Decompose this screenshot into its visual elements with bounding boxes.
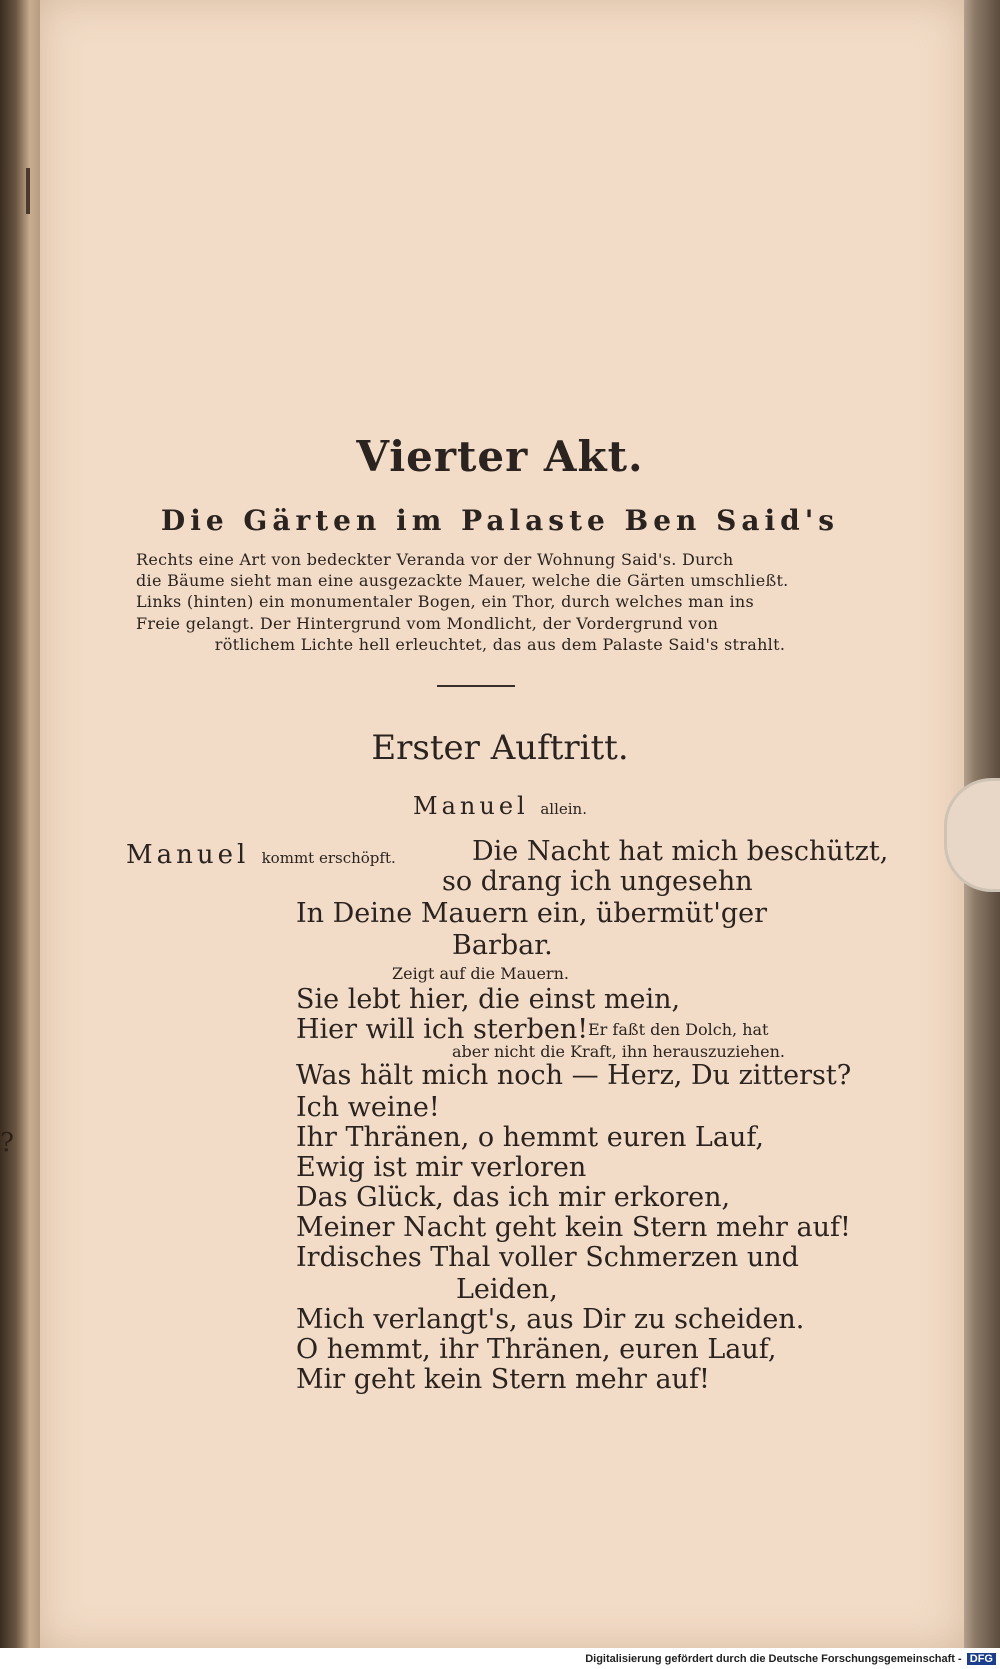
stage-description-line: rötlichem Lichte hell erleuchtet, das aus dem Palaste Said's strahlt. bbox=[214, 635, 786, 654]
scene-title: Erster Auftritt. bbox=[371, 728, 629, 768]
previous-page-edge bbox=[0, 0, 40, 1648]
verse-line: Mir geht kein Stern mehr auf! bbox=[296, 1364, 710, 1395]
verse-line: Was hält mich noch — Herz, Du zitterst? bbox=[296, 1060, 852, 1091]
verse-line: Das Glück, das ich mir erkoren, bbox=[296, 1182, 731, 1213]
cast-note: allein. bbox=[540, 800, 587, 818]
verse-line: Leiden, bbox=[456, 1274, 558, 1305]
verse-line: so drang ich ungesehn bbox=[442, 866, 753, 897]
speaker-direction: kommt erschöpft. bbox=[261, 849, 396, 867]
footer-credit-text: Digitalisierung gefördert durch die Deutsche Forschungsgemeinschaft - bbox=[585, 1653, 962, 1665]
act-title: Vierter Akt. bbox=[356, 432, 644, 481]
divider-rule bbox=[437, 685, 515, 687]
stage-description-line: Freie gelangt. Der Hintergrund vom Mondlicht, der Vordergrund von bbox=[136, 614, 719, 633]
margin-mark bbox=[26, 168, 30, 214]
verse-line: Hier will ich sterben! bbox=[296, 1014, 589, 1045]
verse-line: Ihr Thränen, o hemmt euren Lauf, bbox=[296, 1122, 764, 1153]
stage-direction: aber nicht die Kraft, ihn herauszuziehen. bbox=[452, 1042, 785, 1061]
verse-line: Meiner Nacht geht kein Stern mehr auf! bbox=[296, 1212, 851, 1243]
verse-line: Mich verlangt's, aus Dir zu scheiden. bbox=[296, 1304, 805, 1335]
dfg-logo: DFG bbox=[967, 1653, 996, 1665]
cast-name: Manuel bbox=[413, 792, 529, 820]
verse-line: Barbar. bbox=[452, 930, 553, 961]
footer-credit bbox=[585, 1653, 996, 1665]
verse-line: O hemmt, ihr Thränen, euren Lauf, bbox=[296, 1334, 777, 1365]
margin-question-mark: ? bbox=[0, 1128, 14, 1158]
verse-line: Sie lebt hier, die einst mein, bbox=[296, 984, 681, 1015]
verse-line: Ewig ist mir verloren bbox=[296, 1152, 587, 1183]
speaker bbox=[126, 840, 396, 870]
book-page bbox=[40, 0, 964, 1648]
stage-description-line: Links (hinten) ein monumentaler Bogen, ein Thor, durch welches man ins bbox=[136, 592, 754, 611]
verse-line: In Deine Mauern ein, übermüt'ger bbox=[296, 898, 767, 929]
scene-cast bbox=[0, 792, 1000, 820]
verse-line: Ich weine! bbox=[296, 1092, 440, 1123]
verse-line: Die Nacht hat mich beschützt, bbox=[472, 836, 889, 867]
stage-description-line: die Bäume sieht man eine ausgezackte Mauer, welche die Gärten umschließt. bbox=[136, 571, 789, 590]
stage-direction: Zeigt auf die Mauern. bbox=[392, 964, 569, 983]
stage-description-line: Rechts eine Art von bedeckter Veranda vor der Wohnung Said's. Durch bbox=[136, 550, 734, 569]
speaker-name: Manuel bbox=[126, 840, 250, 870]
verse-line: Irdisches Thal voller Schmerzen und bbox=[296, 1242, 799, 1273]
stage-direction: Er faßt den Dolch, hat bbox=[588, 1020, 769, 1039]
act-setting: Die Gärten im Palaste Ben Said's bbox=[160, 504, 840, 537]
